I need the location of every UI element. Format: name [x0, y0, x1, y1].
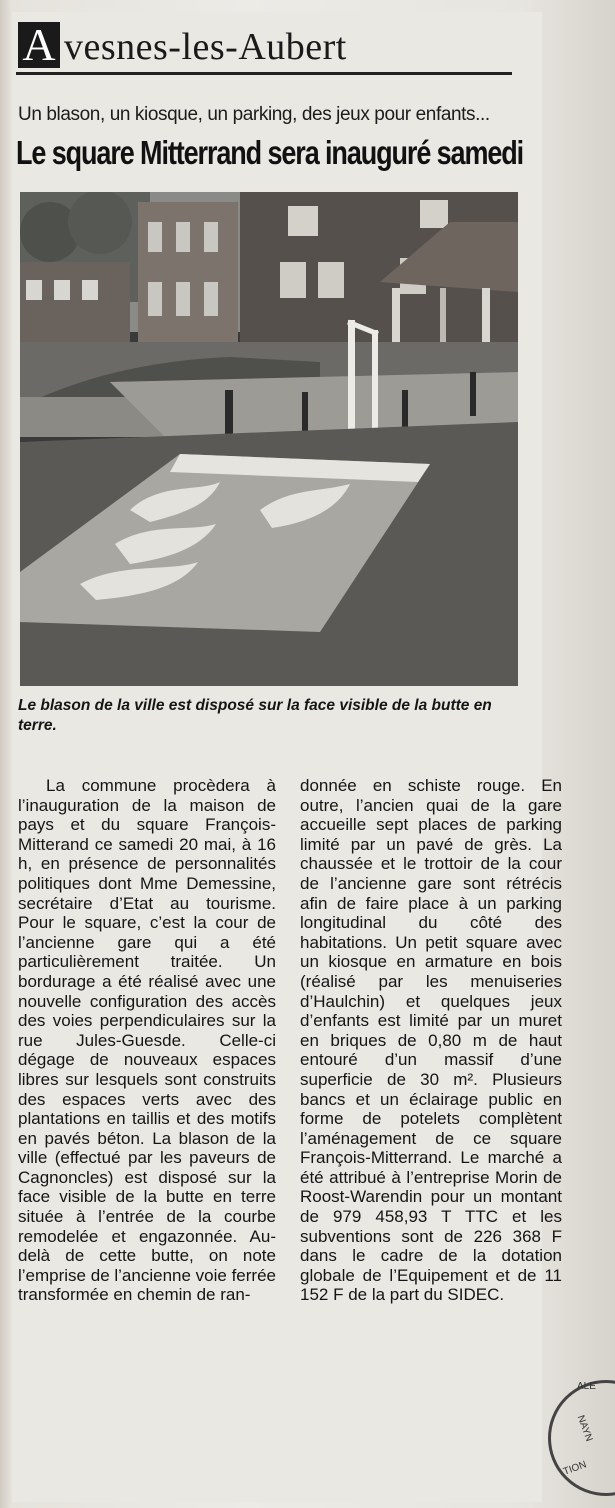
article-column-1: La commune procèdera à l’inauguration de la maison de pays et du square François-Mitterand ce samedi 20 mai, à 16 h, en présence de personnalités politiques dont Mme Demessine, secrétaire d’Etat au tourisme. Pour le square, c’est la cour de l’ancienne gare qui a été particulièrement traitée. Un bordurage a été réalisé avec une nouvelle configuration des accès des voies perpendiculaires sur la rue Jules-Guesde. Celle-ci dégage de nouveaux espaces libres sur lesquels sont construits des espaces verts avec des plantations en taillis et des motifs en pavés béton. La blason de la ville (effectué par les paveurs de Cagnoncles) est disposé sur la face visible de la butte en terre située à l’entrée de la courbe remodelée et engazonnée. Au-delà de cette butte, on note l’emprise de l’ancienne voie ferrée transformée en chemin de ran-	[18, 776, 276, 1305]
stamp-text-right: NAYN	[574, 1413, 595, 1444]
masthead-initial: A	[18, 22, 60, 68]
article-headline: Le square Mitterrand sera inauguré samedi	[16, 134, 524, 172]
masthead	[16, 19, 512, 75]
stamp-text-bottom: TION	[561, 1459, 589, 1478]
article-column-2: donnée en schiste rouge. En outre, l’ancien quai de la gare accueille sept places de parking limité par un pavé de grès. La chaussée et le trottoir de la cour de l’ancienne gare sont rétrécis afin de faire place à un parking longitudinal du côté des habitations. Un petit square avec un kiosque en armature en bois (réalisé par les menuiseries d’Haulchin) et quelques jeux d’enfants est limité par un muret en briques de 0,80 m de haut entouré d’un massif d’une superficie de 30 m². Plusieurs bancs et un éclairage public en forme de potelets complètent l’aménagement de ce square François-Mitterrand. Le marché a été attribué à l’entreprise Morin de Roost-Warendin pour un montant de 979 458,93 T TTC et les subventions sont de 226 368 F dans le cadre de la dotation globale de l’Equipement et de 11 152 F de la part du SIDEC.	[300, 776, 562, 1305]
masthead-town: vesnes-les-Aubert	[64, 26, 347, 68]
article-photo	[20, 192, 518, 686]
stamp-text-top: ALE	[577, 1381, 596, 1392]
article-kicker: Un blason, un kiosque, un parking, des jeux pour enfants...	[18, 104, 490, 125]
photo-caption: Le blason de la ville est disposé sur la face visible de la butte en terre.	[18, 697, 492, 734]
